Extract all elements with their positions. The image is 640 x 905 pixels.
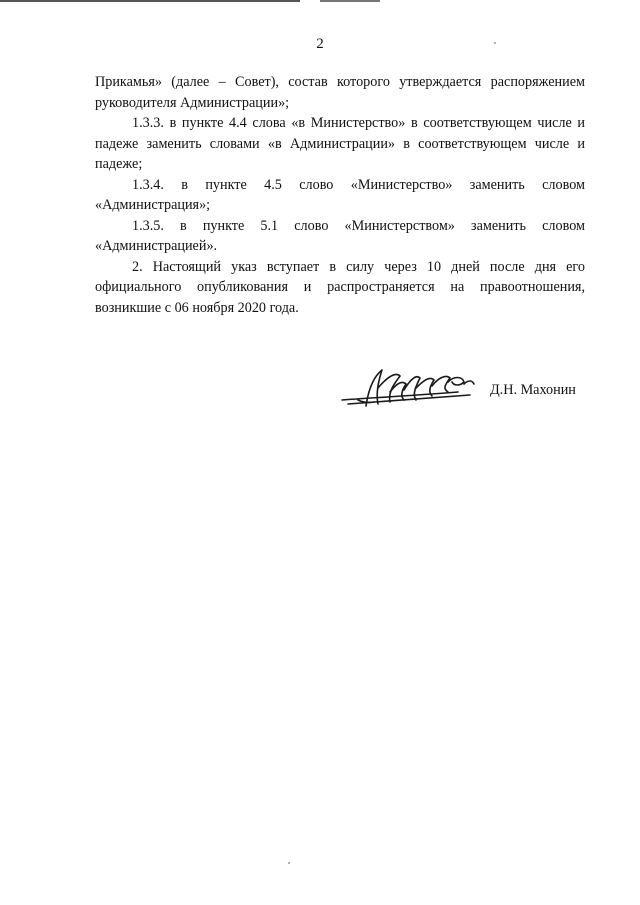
paragraph-continuation: Прикамья» (далее – Совет), состав которого утверждается распоряжением руководителя Администрации»; xyxy=(95,74,585,111)
paragraph-1-3-3: 1.3.3. в пункте 4.4 слова «в Министерство» в соответствующем числе и падеже заменить словами «в Администрации» в соответствующем числе и падеже; xyxy=(95,115,585,172)
scan-edge-line-right xyxy=(320,0,380,2)
paragraph-1-3-4: 1.3.4. в пункте 4.5 слово «Министерство» заменить словом «Администрация»; xyxy=(95,176,585,213)
scan-speck xyxy=(288,862,290,864)
paragraph-1-3-5: 1.3.5. в пункте 5.1 слово «Министерством» заменить словом «Администрацией». xyxy=(95,217,585,254)
signer-name: Д.Н. Махонин xyxy=(490,382,576,398)
document-body xyxy=(95,72,585,318)
handwritten-signature xyxy=(338,362,478,412)
paragraph-2: 2. Настоящий указ вступает в силу через 10 дней после дня его официального опубликования и распространяется на правоотношения, возникшие с 06 ноября 2020 года. xyxy=(95,258,585,316)
signature-block xyxy=(338,362,588,412)
scan-edge-line xyxy=(0,0,300,2)
page-number: 2 xyxy=(316,36,324,52)
